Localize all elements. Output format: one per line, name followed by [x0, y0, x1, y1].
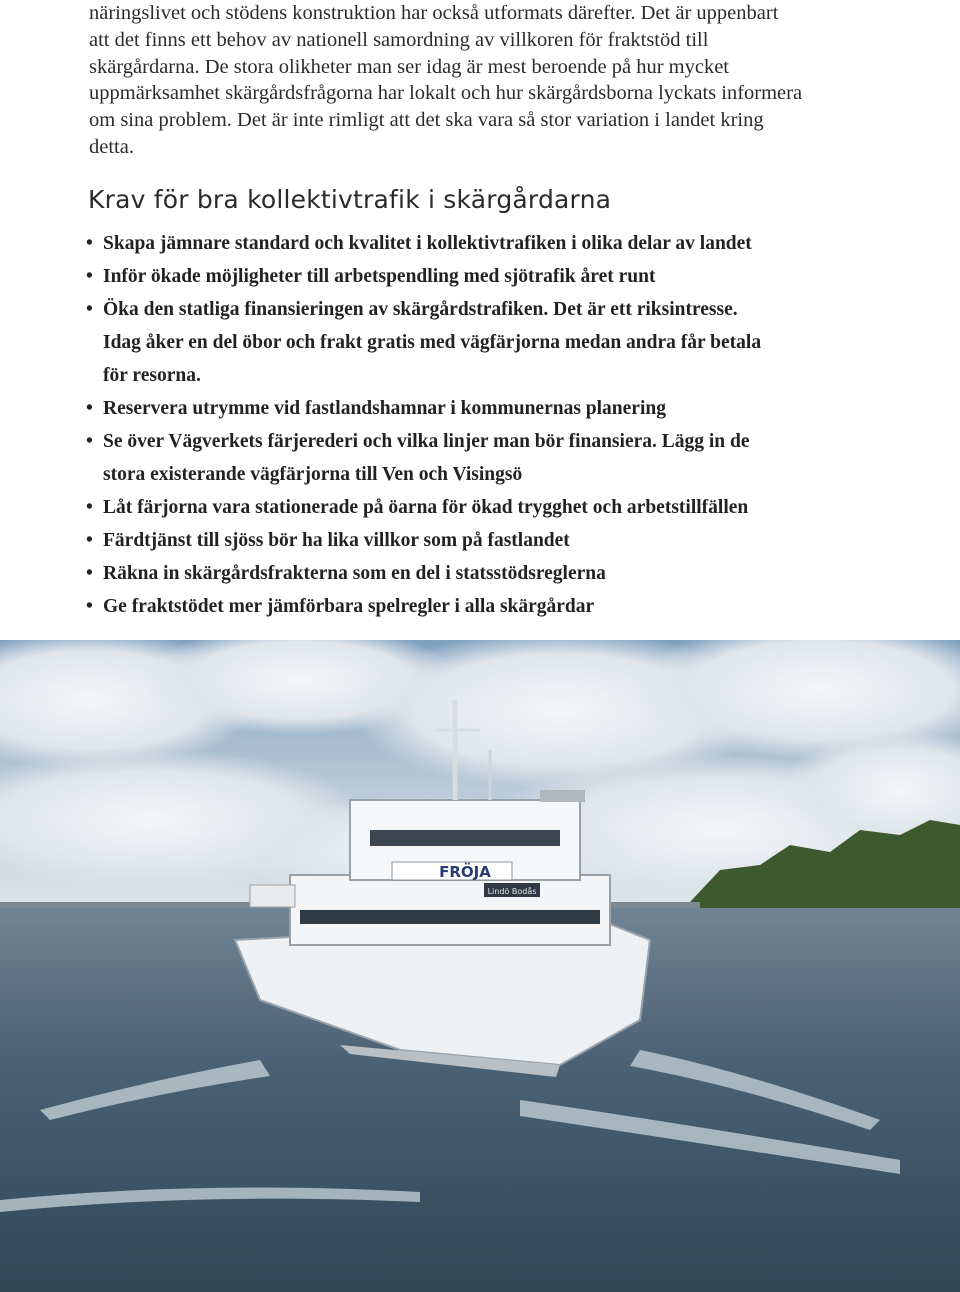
demand-text: stora existerande vägfärjorna till Ven och Visingsö	[103, 464, 523, 485]
demand-text: Skapa jämnare standard och kvalitet i kollektivtrafiken i olika delar av landet	[103, 233, 752, 254]
boat-sign: Lindö Bodås	[487, 887, 537, 896]
boat-name: FRÖJA	[439, 863, 491, 881]
demand-text: Inför ökade möjligheter till arbetspendling med sjötrafik året runt	[103, 266, 656, 287]
bullet: •	[86, 299, 93, 320]
bullet: •	[86, 497, 93, 518]
demand-item	[86, 227, 846, 260]
demand-text: Låt färjorna vara stationerade på öarna för ökad trygghet och arbetstillfällen	[103, 497, 749, 518]
bullet: •	[86, 431, 93, 452]
demand-text: Räkna in skärgårdsfrakterna som en del i statsstödsreglerna	[103, 563, 606, 584]
demand-text: Färdtjänst till sjöss bör ha lika villkor som på fastlandet	[103, 530, 570, 551]
intro-line: om sina problem. Det är inte rimligt att det ska vara så stor variation i landet kring	[89, 109, 764, 132]
bullet: •	[86, 398, 93, 419]
demand-item	[86, 260, 846, 293]
bullet: •	[86, 563, 93, 584]
demand-item	[86, 392, 846, 425]
demands-list	[86, 227, 846, 623]
demand-item	[86, 491, 846, 524]
demand-text: Öka den statliga finansieringen av skärgårdstrafiken. Det är ett riksintresse.	[103, 299, 738, 320]
demand-text: Se över Vägverkets färjerederi och vilka linjer man bör finansiera. Lägg in de	[103, 431, 750, 452]
bullet: •	[86, 530, 93, 551]
intro-line: näringslivet och stödens konstruktion har också utformats därefter. Det är uppenbart	[89, 2, 779, 24]
demand-item	[86, 524, 846, 557]
bullet: •	[86, 596, 93, 617]
demand-item	[86, 425, 846, 491]
demand-text: för resorna.	[103, 365, 201, 386]
demand-text: Ge fraktstödet mer jämförbara spelregler i alla skärgårdar	[103, 596, 595, 617]
ferry-photo	[0, 640, 960, 1292]
intro-paragraph	[89, 0, 869, 161]
demand-text: Reservera utrymme vid fastlandshamnar i kommunernas planering	[103, 398, 666, 419]
demand-item	[86, 293, 846, 392]
demand-text: Idag åker en del öbor och frakt gratis med vägfärjorna medan andra får betala	[103, 332, 762, 353]
demand-item	[86, 557, 846, 590]
intro-line: uppmärksamhet skärgårdsfrågorna har lokalt och hur skärgårdsborna lyckats informera	[89, 82, 803, 105]
demand-item	[86, 590, 846, 623]
intro-line: skärgårdarna. De stora olikheter man ser idag är mest beroende på hur mycket	[89, 55, 729, 78]
section-heading: Krav för bra kollektivtrafik i skärgårdarna	[88, 185, 612, 214]
intro-line: att det finns ett behov av nationell samordning av villkoren för fraktstöd till	[89, 28, 709, 51]
bullet: •	[86, 233, 93, 254]
intro-line: detta.	[89, 135, 134, 158]
bullet: •	[86, 266, 93, 287]
